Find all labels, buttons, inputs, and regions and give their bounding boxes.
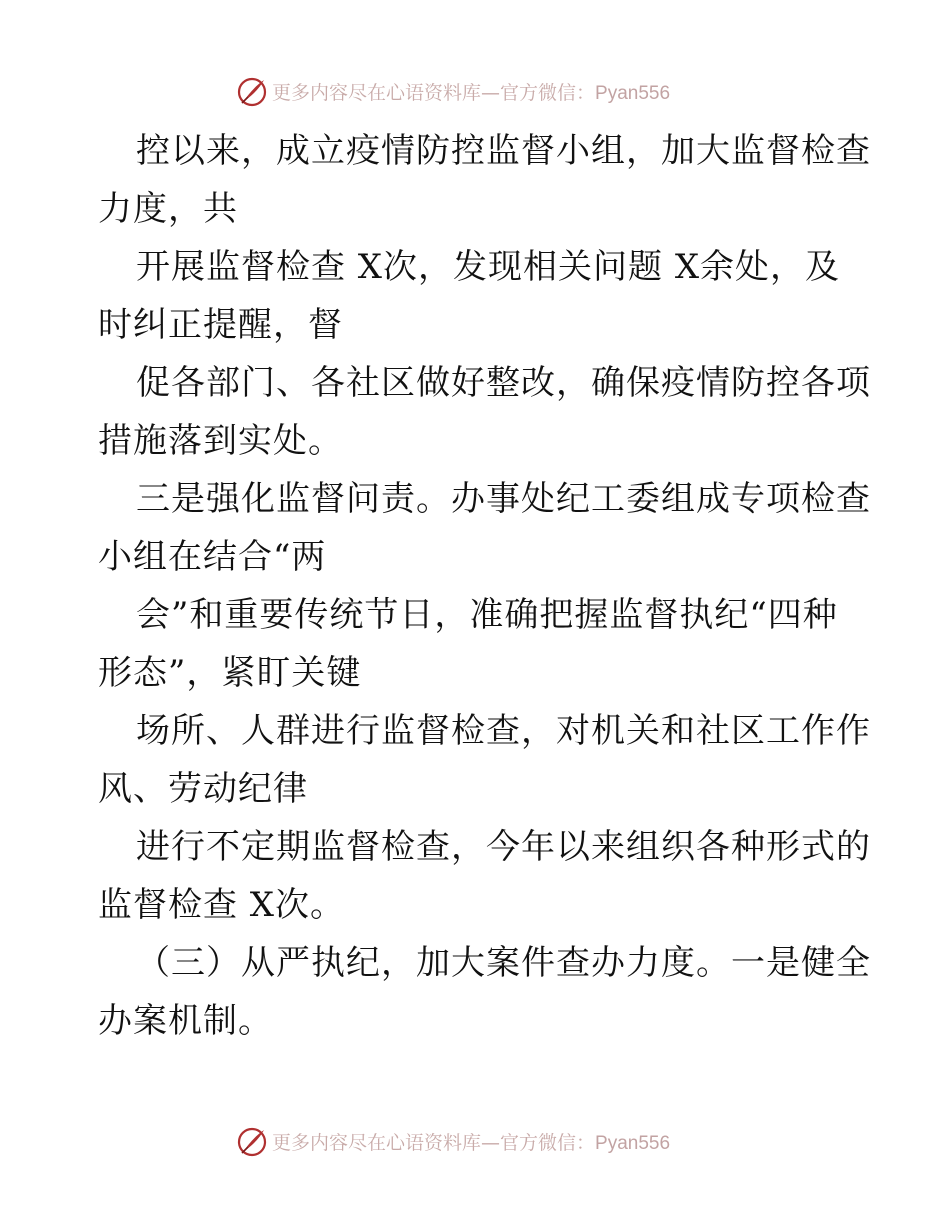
paragraph (98, 818, 871, 934)
paragraph-line: 会”和重要传统节日，准确把握监督执纪“四种 (136, 595, 838, 635)
paragraph-line: 风、劳动纪律 (98, 769, 308, 809)
paragraph (98, 702, 871, 818)
paragraph (98, 354, 871, 470)
feather-pen-logo-icon (236, 1125, 268, 1157)
paragraph-line: 办案机制。 (98, 1001, 273, 1041)
paragraph-line: 时纠正提醒，督 (98, 305, 343, 345)
watermark-text: 更多内容尽在心语资料库—官方微信：Pyan556 (272, 1131, 671, 1154)
paragraph (98, 470, 871, 586)
paragraph-line: 措施落到实处。 (98, 421, 343, 461)
paragraph (98, 586, 858, 702)
paragraph-line: 三是强化监督问责。办事处纪工委组成专项检查 (136, 479, 871, 519)
paragraph-line: 促各部门、各社区做好整改，确保疫情防控各项 (136, 363, 871, 403)
paragraph (98, 934, 871, 1050)
paragraph (98, 238, 858, 354)
paragraph-line: 开展监督检查 X次，发现相关问题 X余处，及 (136, 247, 841, 287)
paragraph-line: 场所、人群进行监督检查，对机关和社区工作作 (136, 711, 871, 751)
paragraph (98, 122, 871, 238)
paragraph-line: 控以来，成立疫情防控监督小组，加大监督检查 (136, 131, 871, 171)
header-watermark (236, 74, 670, 108)
watermark-text: 更多内容尽在心语资料库—官方微信：Pyan556 (272, 81, 671, 104)
paragraph-line: （三）从严执纪，加大案件查办力度。一是健全 (136, 943, 871, 983)
feather-pen-logo-icon (236, 75, 268, 107)
document-body (98, 122, 871, 1050)
paragraph-line: 监督检查 X次。 (98, 885, 346, 925)
paragraph-line: 力度，共 (98, 189, 238, 229)
paragraph-line: 小组在结合“两 (98, 537, 327, 577)
footer-watermark (236, 1124, 670, 1158)
paragraph-line: 进行不定期监督检查，今年以来组织各种形式的 (136, 827, 871, 867)
paragraph-line: 形态”，紧盯关键 (98, 653, 362, 693)
